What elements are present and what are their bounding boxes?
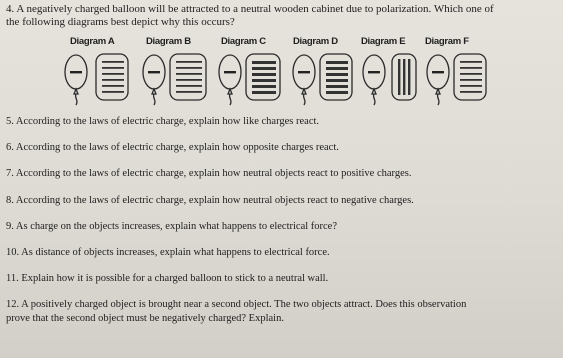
question-11: 11. Explain how it is possible for a charged balloon to stick to a neutral wall.	[6, 273, 329, 284]
question-12-line-2: prove that the second object must be negatively charged? Explain.	[6, 313, 284, 324]
diagram-row	[0, 0, 563, 110]
diagram-c	[212, 50, 286, 106]
diagram-d	[288, 50, 356, 106]
diagram-b-label: Diagram B	[146, 36, 191, 47]
question-8: 8. According to the laws of electric charge, explain how neutral objects react to negative charges.	[6, 195, 414, 206]
diagram-b	[136, 50, 210, 106]
question-10: 10. As distance of objects increases, explain what happens to electrical force.	[6, 247, 330, 258]
question-7: 7. According to the laws of electric charge, explain how neutral objects react to positive charges.	[6, 168, 412, 179]
diagram-c-label: Diagram C	[221, 36, 266, 47]
question-9: 9. As charge on the objects increases, explain what happens to electrical force?	[6, 221, 338, 232]
question-5: 5. According to the laws of electric charge, explain how like charges react.	[6, 116, 320, 127]
diagram-d-label: Diagram D	[293, 36, 338, 47]
diagram-e-label: Diagram E	[361, 36, 406, 47]
question-4-line-2: the following diagrams best depict why this occurs?	[6, 16, 235, 28]
question-4-line-1: 4. A negatively charged balloon will be attracted to a neutral wooden cabinet due to polarization. Which one of	[6, 3, 494, 15]
diagram-f-label: Diagram F	[425, 36, 469, 47]
diagram-a-label: Diagram A	[70, 36, 115, 47]
diagram-e	[358, 50, 422, 106]
question-6: 6. According to the laws of electric charge, explain how opposite charges react.	[6, 142, 339, 153]
diagram-f	[422, 50, 490, 106]
question-12-line-1: 12. A positively charged object is brought near a second object. The two objects attract. Does this observation	[6, 299, 467, 310]
diagram-a	[60, 50, 132, 106]
